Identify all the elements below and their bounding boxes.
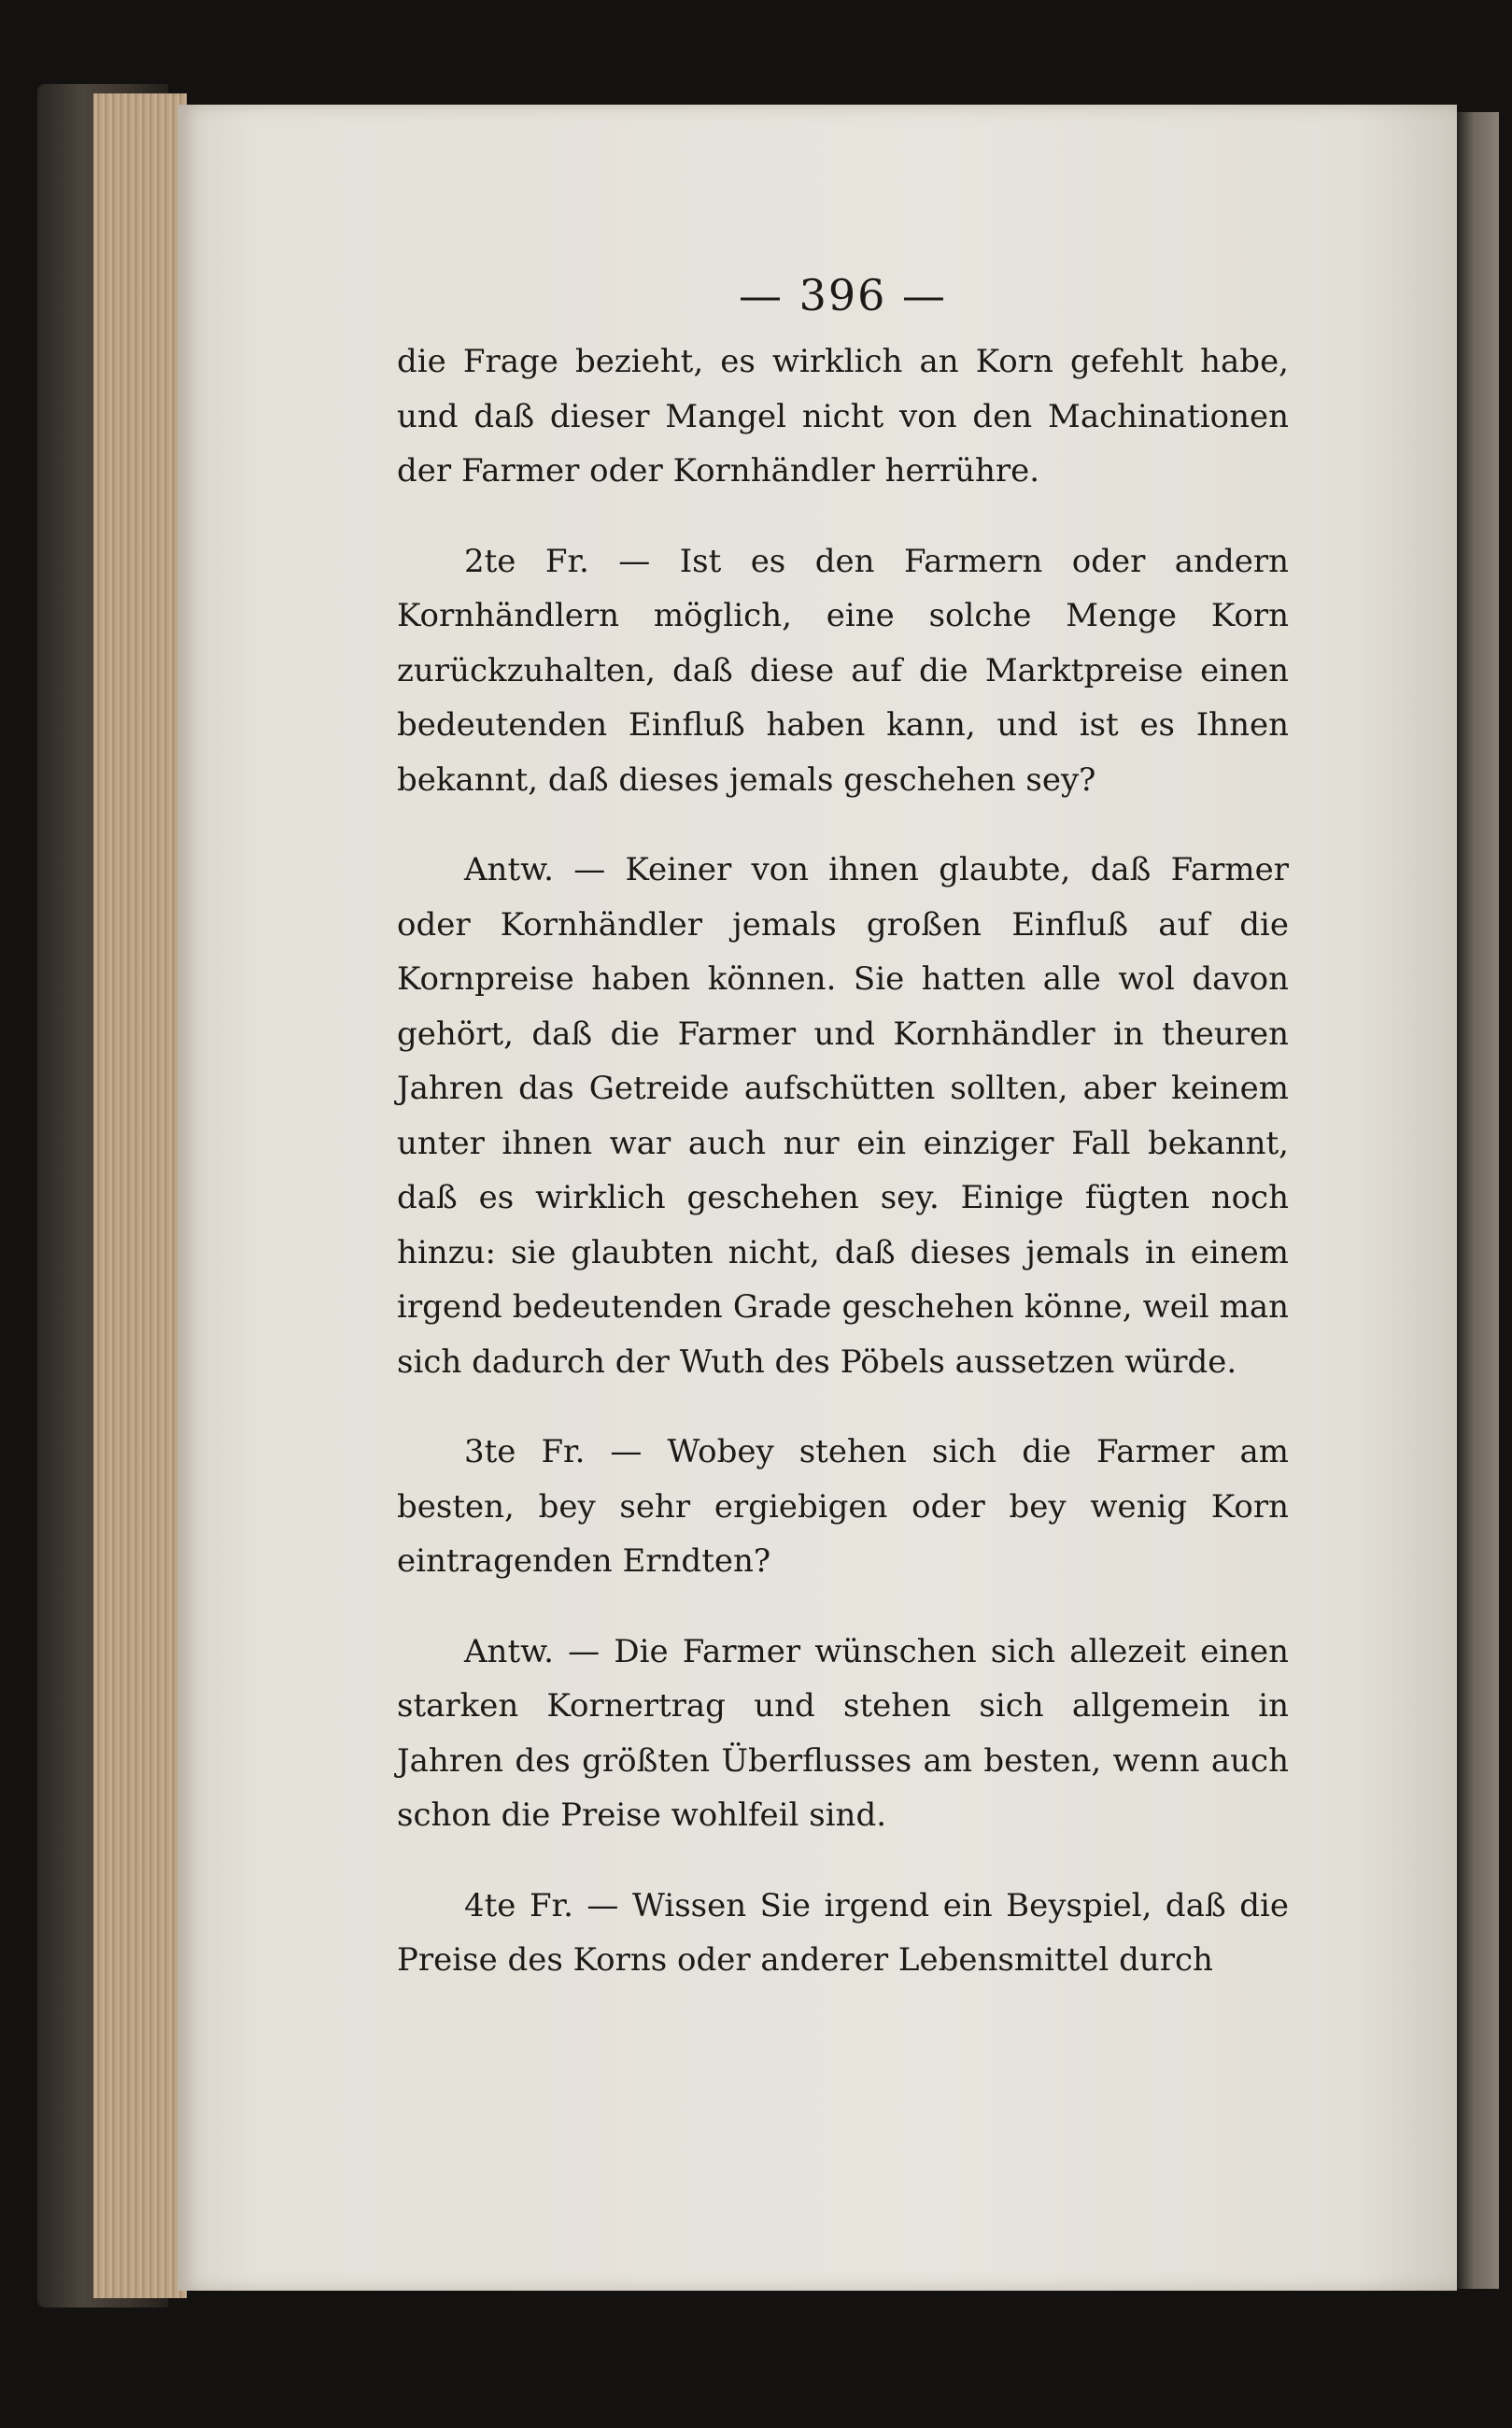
page-number: — 396 — — [738, 270, 948, 320]
paragraph: Antw. — Keiner von ihnen glaubte, daß Farmer oder Kornhändler jemals großen Einfluß auf die Kornpreise haben können. Sie hatten alle wol davon gehört, daß die Farmer und Kornhändler in theuren Jahren das Getreide aufschütten sollten, aber keinem unter ihnen war auch nur ein einziger Fall bekannt, daß es wirklich geschehen sey. Einige fügten noch hinzu: sie glaubten nicht, daß dieses jemals in einem irgend bedeutenden Grade geschehen könne, weil man sich dadurch der Wuth des Pöbels aussetzen würde. — [397, 851, 1289, 1381]
paragraph: 3te Fr. — Wobey stehen sich die Farmer am besten, bey sehr ergiebigen oder bey wenig Korn eintragenden Erndten? — [397, 1433, 1289, 1580]
paragraph: 4te Fr. — Wissen Sie irgend ein Beyspiel, daß die Preise des Korns oder anderer Lebensmittel durch — [397, 1886, 1289, 1979]
facing-page-edge — [1457, 112, 1499, 2289]
paragraph: 2te Fr. — Ist es den Farmern oder andern Kornhändlern möglich, eine solche Menge Korn zurückzuhalten, daß diese auf die Marktpreise einen bedeutenden Einfluß haben kann, und ist es Ihnen bekannt, daß dieses jemals geschehen sey? — [397, 542, 1289, 799]
paragraph: Antw. — Die Farmer wünschen sich allezeit einen starken Kornertrag und stehen sich allgemein in Jahren des größten Überflusses am besten, wenn auch schon die Preise wohlfeil sind. — [397, 1632, 1289, 1834]
paragraph: die Frage bezieht, es wirklich an Korn gefehlt habe, und daß dieser Mangel nicht von den Machinationen der Farmer oder Kornhändler herrühre. — [397, 343, 1289, 490]
page-text — [397, 262, 1289, 1988]
page-edges — [93, 93, 187, 2298]
